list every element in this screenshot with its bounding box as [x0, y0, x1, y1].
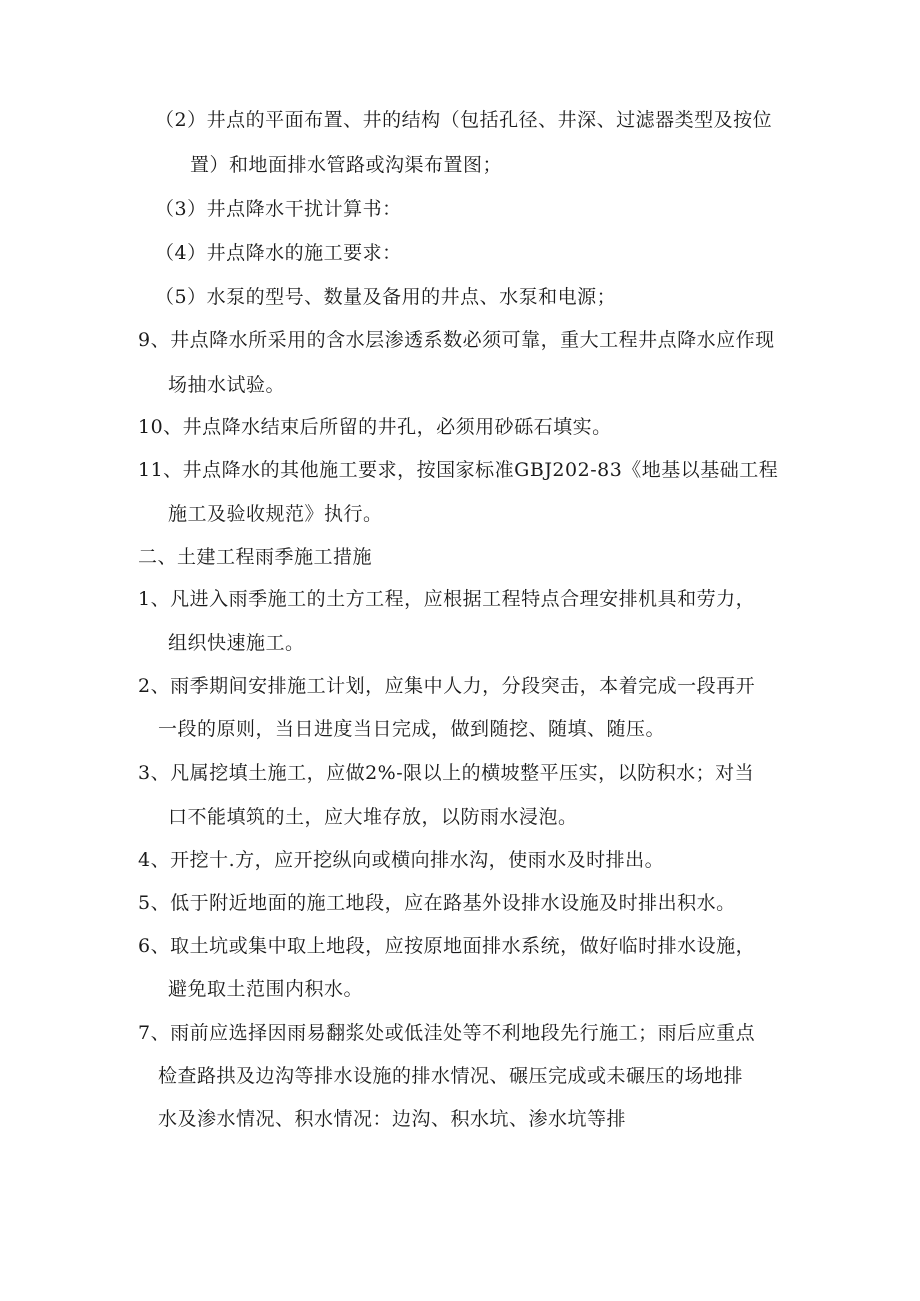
text-line: 9、井点降水所采用的含水层渗透系数必须可靠，重大工程井点降水应作现 [138, 329, 775, 351]
text-line: 10、井点降水结束后所留的井孔，必须用砂砾石填实。 [138, 416, 612, 438]
text-line: 口不能填筑的土，应大堆存放，以防雨水浸泡。 [168, 806, 578, 828]
text-line: 置）和地面排水管路或沟渠布置图； [190, 154, 503, 176]
text-line: 场抽水试验。 [168, 374, 286, 396]
text-line: （2）井点的平面布置、井的结构（包括孔径、井深、过滤器类型及按位 [155, 109, 773, 131]
text-line: 检查路拱及边沟等排水设施的排水情况、碾压完成或未碾压的场地排 [158, 1065, 744, 1087]
text-line: 7、雨前应选择因雨易翻浆处或低洼处等不利地段先行施工；雨后应重点 [138, 1022, 756, 1044]
text-line: 11、井点降水的其他施工要求，按国家标准GBJ202-83《地基以基础工程 [138, 459, 779, 481]
text-line: 2、雨季期间安排施工计划，应集中人力，分段突击，本着完成一段再开 [138, 675, 756, 697]
text-line: 6、取土坑或集中取上地段，应按原地面排水系统，做好临时排水设施， [138, 935, 756, 957]
text-line: 水及渗水情况、积水情况：边沟、积水坑、渗水坑等排 [158, 1108, 627, 1130]
text-line: 施工及验收规范》执行。 [168, 503, 383, 525]
text-line: 避免取土范围内积水。 [168, 978, 364, 1000]
text-line: 4、开挖十.方，应开挖纵向或横向排水沟，使雨水及时排出。 [138, 849, 665, 871]
text-line: （4）井点降水的施工要求： [155, 242, 402, 264]
text-line: 5、低于附近地面的施工地段，应在路基外设排水设施及时排出积水。 [138, 892, 736, 914]
text-line: （3）井点降水干扰计算书： [155, 198, 402, 220]
text-line: 组织快速施工。 [168, 632, 305, 654]
text-line: （5）水泵的型号、数量及备用的井点、水泵和电源； [155, 286, 617, 308]
section-heading: 二、土建工程雨季施工措施 [138, 546, 373, 568]
text-line: 3、凡属挖填土施工，应做2%-限以上的横坡整平压实，以防积水；对当 [138, 762, 755, 784]
text-line: 一段的原则，当日进度当日完成，做到随挖、随填、随压。 [158, 718, 666, 740]
text-line: 1、凡进入雨季施工的土方工程，应根据工程特点合理安排机具和劳力， [138, 588, 756, 610]
